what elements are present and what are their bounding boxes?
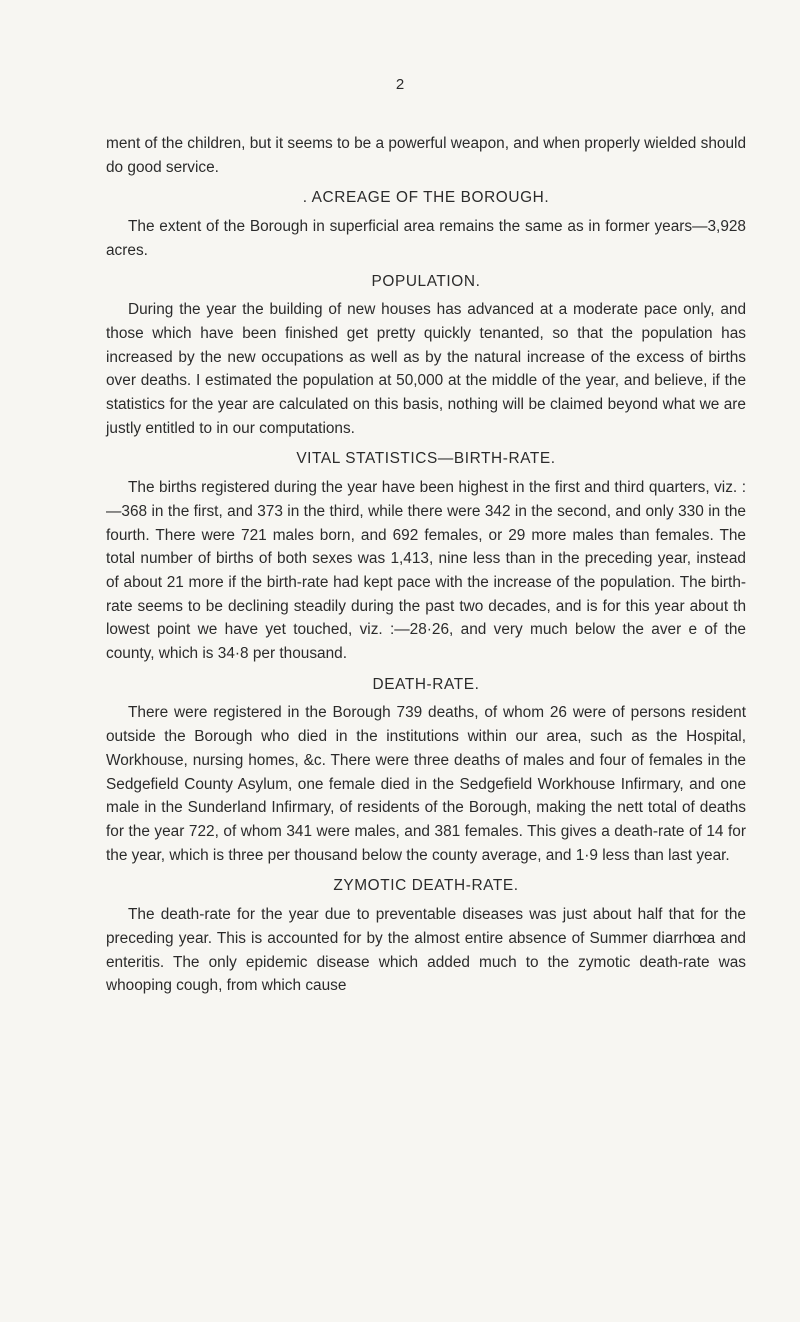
- acreage-paragraph: The extent of the Borough in superficial area remains the same as in former years—3,928 acres.: [106, 218, 746, 259]
- birth-rate-heading: VITAL STATISTICS—BIRTH-RATE.: [296, 450, 556, 468]
- intro-paragraph: ment of the children, but it seems to be a powerful weapon, and when properly wielded should do good service.: [106, 135, 746, 176]
- zymotic-heading: ZYMOTIC DEATH-RATE.: [333, 877, 519, 895]
- page-number: 2: [395, 76, 405, 93]
- death-rate-paragraph: There were registered in the Borough 739 deaths, of whom 26 were of persons resident outside the Borough who died in the institutions within our area, such as the Hospital, Workhouse, nursing homes, &c. There were three deaths of males and four of females in the Sedgefield County Asylum, one female died in the Sedgefield Workhouse Infirmary, and one male in the Sunderland Infirmary, of residents of the Borough, making the nett total of deaths for the year 722, of whom 341 were males, and 381 females. This gives a death-rate of 14 for the year, which is three per thousand below the county average, and 1·9 less than last year.: [106, 704, 746, 864]
- zymotic-paragraph: The death-rate for the year due to preventable diseases was just about half that for the preceding year. This is accounted for by the almost entire absence of Summer diarrhœa and enteritis. The only epidemic disease which added much to the zymotic death-rate was whooping cough, from which cause: [106, 906, 746, 995]
- birth-rate-paragraph: The births registered during the year have been highest in the first and third quarters, viz. :—368 in the first, and 373 in the third, while there were 342 in the second, and only 330 in the fourth. There were 721 males born, and 692 females, or 29 more males than females. The total number of births of both sexes was 1,413, nine less than in the preceding year, instead of about 21 more if the birth-rate had kept pace with the increase of the population. The birth-rate seems to be declining steadily during the past two decades, and is for this year about th lowest point we have yet touched, viz. :—28·26, and very much below the aver e of the county, which is 34·8 per thousand.: [106, 479, 746, 663]
- page-body: [106, 132, 746, 998]
- population-heading: POPULATION.: [371, 272, 481, 290]
- acreage-heading: . ACREAGE OF THE BOROUGH.: [302, 189, 550, 207]
- death-rate-heading: DEATH-RATE.: [372, 675, 480, 693]
- population-paragraph: During the year the building of new houses has advanced at a moderate pace only, and those which have been finished get pretty quickly tenanted, so that the population has increased by the new occupations as well as by the natural increase of the excess of births over deaths. I estimated the population at 50,000 at the middle of the year, and believe, if the statistics for the year are calculated on this basis, nothing will be claimed beyond what we are justly entitled to in our computations.: [106, 301, 746, 437]
